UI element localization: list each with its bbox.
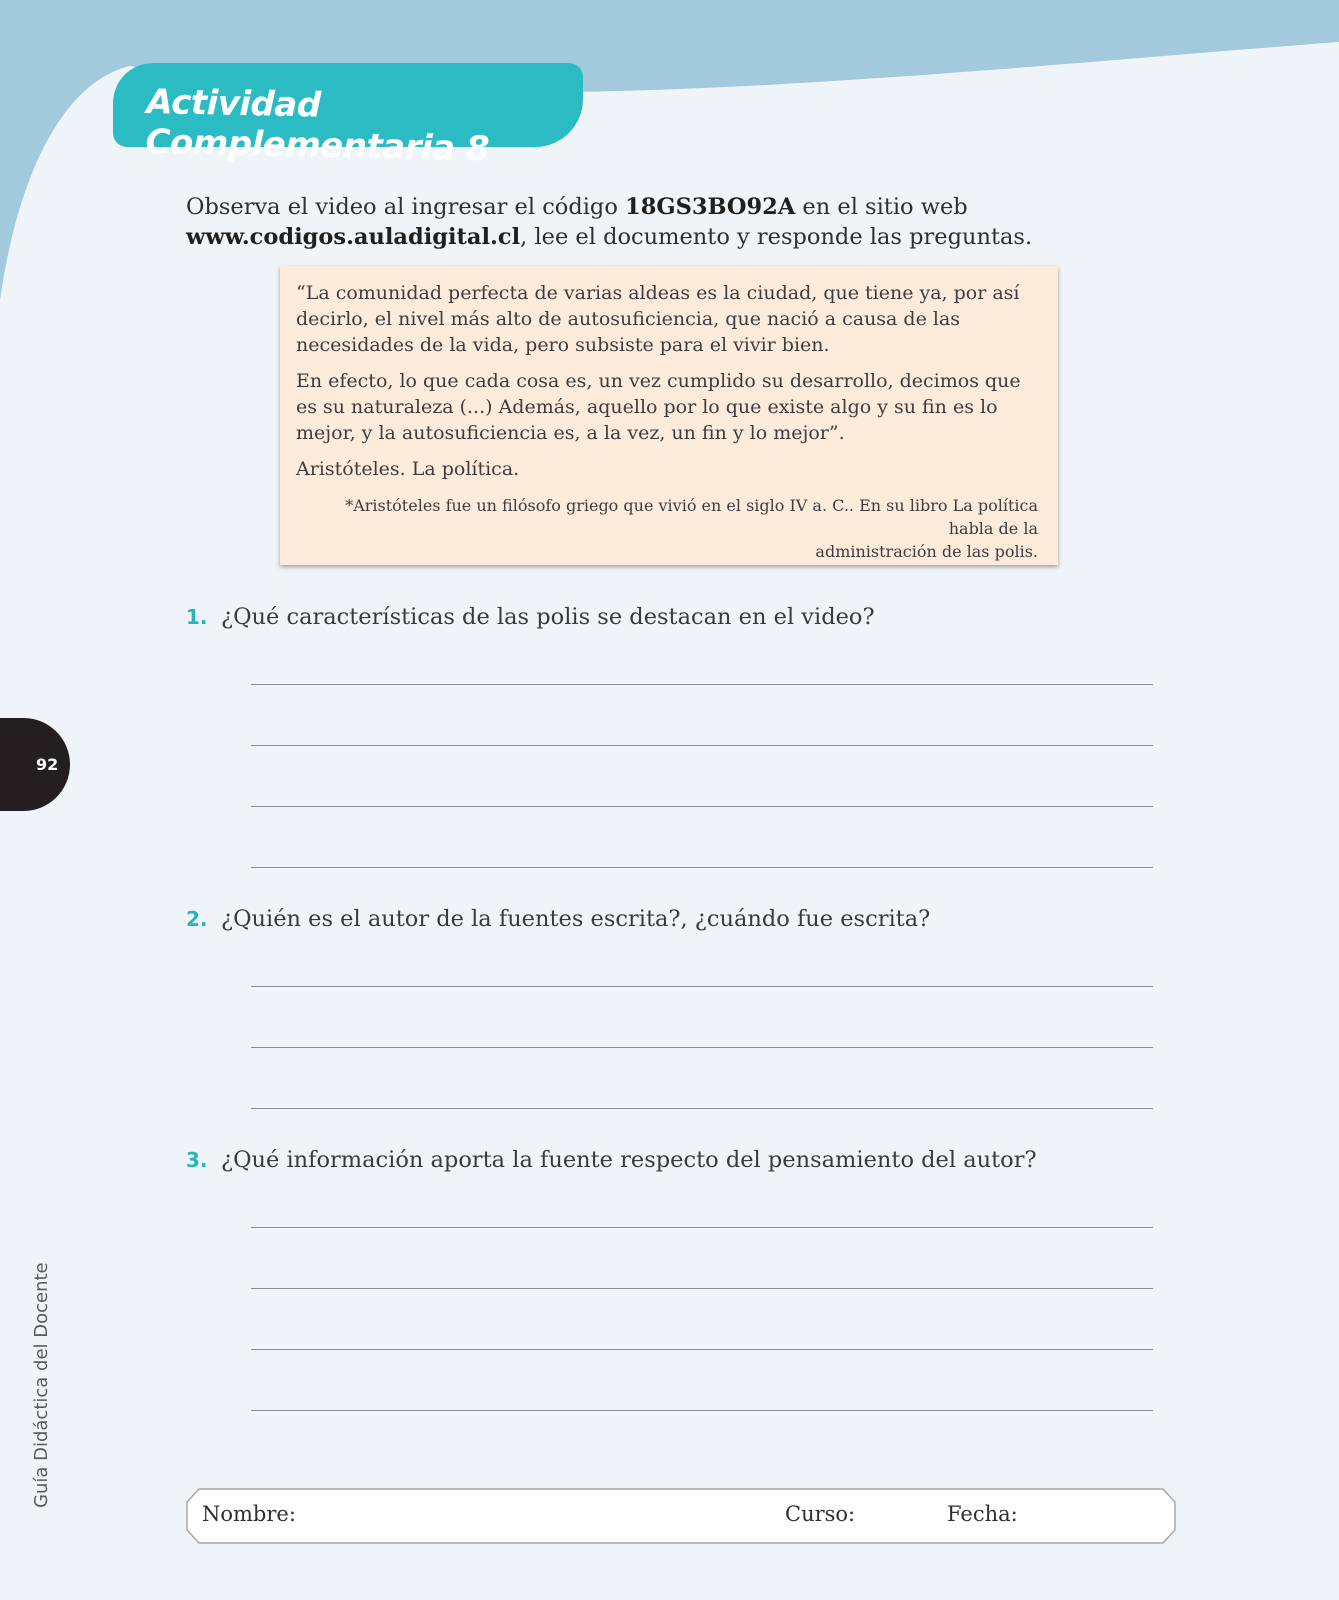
answer-line[interactable]	[251, 745, 1153, 746]
intro-text-2: en el sitio web	[795, 194, 968, 220]
question-number: 2.	[186, 907, 208, 931]
question-number: 1.	[186, 605, 208, 629]
activity-title: Actividad Complementaria 8	[145, 82, 490, 170]
page-number-tab	[0, 718, 70, 811]
question-text: ¿Qué información aporta la fuente respecto del pensamiento del autor?	[221, 1147, 1037, 1173]
answer-line[interactable]	[251, 684, 1153, 685]
course-label: Curso:	[785, 1502, 856, 1526]
answer-line[interactable]	[251, 986, 1153, 987]
question-3	[186, 1145, 1186, 1175]
intro-text-3: , lee el documento y responde las preguntas.	[520, 224, 1033, 250]
quote-footnote-line-2: administración de las polis.	[815, 542, 1038, 561]
intro-instructions	[186, 192, 1186, 252]
answer-line[interactable]	[251, 1288, 1153, 1289]
quote-footnote-line-1: *Aristóteles fue un filósofo griego que vivió en el siglo IV a. C.. En su libro La política habla de la	[345, 496, 1038, 538]
side-label: Guía Didáctica del Docente	[31, 1262, 52, 1508]
answer-line[interactable]	[251, 1047, 1153, 1048]
name-label: Nombre:	[202, 1502, 296, 1526]
question-number: 3.	[186, 1148, 208, 1172]
question-text: ¿Qué características de las polis se destacan en el video?	[221, 604, 875, 630]
student-info-box	[186, 1488, 1176, 1544]
date-label: Fecha:	[947, 1502, 1018, 1526]
question-1	[186, 602, 1186, 632]
website-link[interactable]: www.codigos.auladigital.cl	[186, 224, 521, 250]
answer-line[interactable]	[251, 867, 1153, 868]
quote-paragraph-1: “La comunidad perfecta de varias aldeas es la ciudad, que tiene ya, por así decirlo, el nivel más alto de autosuficiencia, que nació a causa de las necesidades de la vida, pero subsiste para el vivir bien.	[296, 282, 1020, 356]
answer-line[interactable]	[251, 1227, 1153, 1228]
quote-footnote	[296, 494, 1038, 563]
quote-source: Aristóteles. La política.	[296, 458, 520, 480]
answer-line[interactable]	[251, 1410, 1153, 1411]
answer-line[interactable]	[251, 1108, 1153, 1109]
quote-box	[280, 266, 1058, 565]
page-number: 92	[36, 755, 59, 774]
access-code: 18GS3BO92A	[625, 194, 796, 220]
question-text: ¿Quién es el autor de la fuentes escrita?, ¿cuándo fue escrita?	[221, 906, 931, 932]
answer-line[interactable]	[251, 1349, 1153, 1350]
quote-paragraph-2: En efecto, lo que cada cosa es, un vez cumplido su desarrollo, decimos que es su naturaleza (...) Además, aquello por lo que existe algo y su fin es lo mejor, y la autosuficiencia es, a la vez, un fin y lo mejor”.	[296, 370, 1021, 444]
intro-text-1: Observa el video al ingresar el código	[186, 194, 626, 220]
question-2	[186, 904, 1186, 934]
answer-line[interactable]	[251, 806, 1153, 807]
